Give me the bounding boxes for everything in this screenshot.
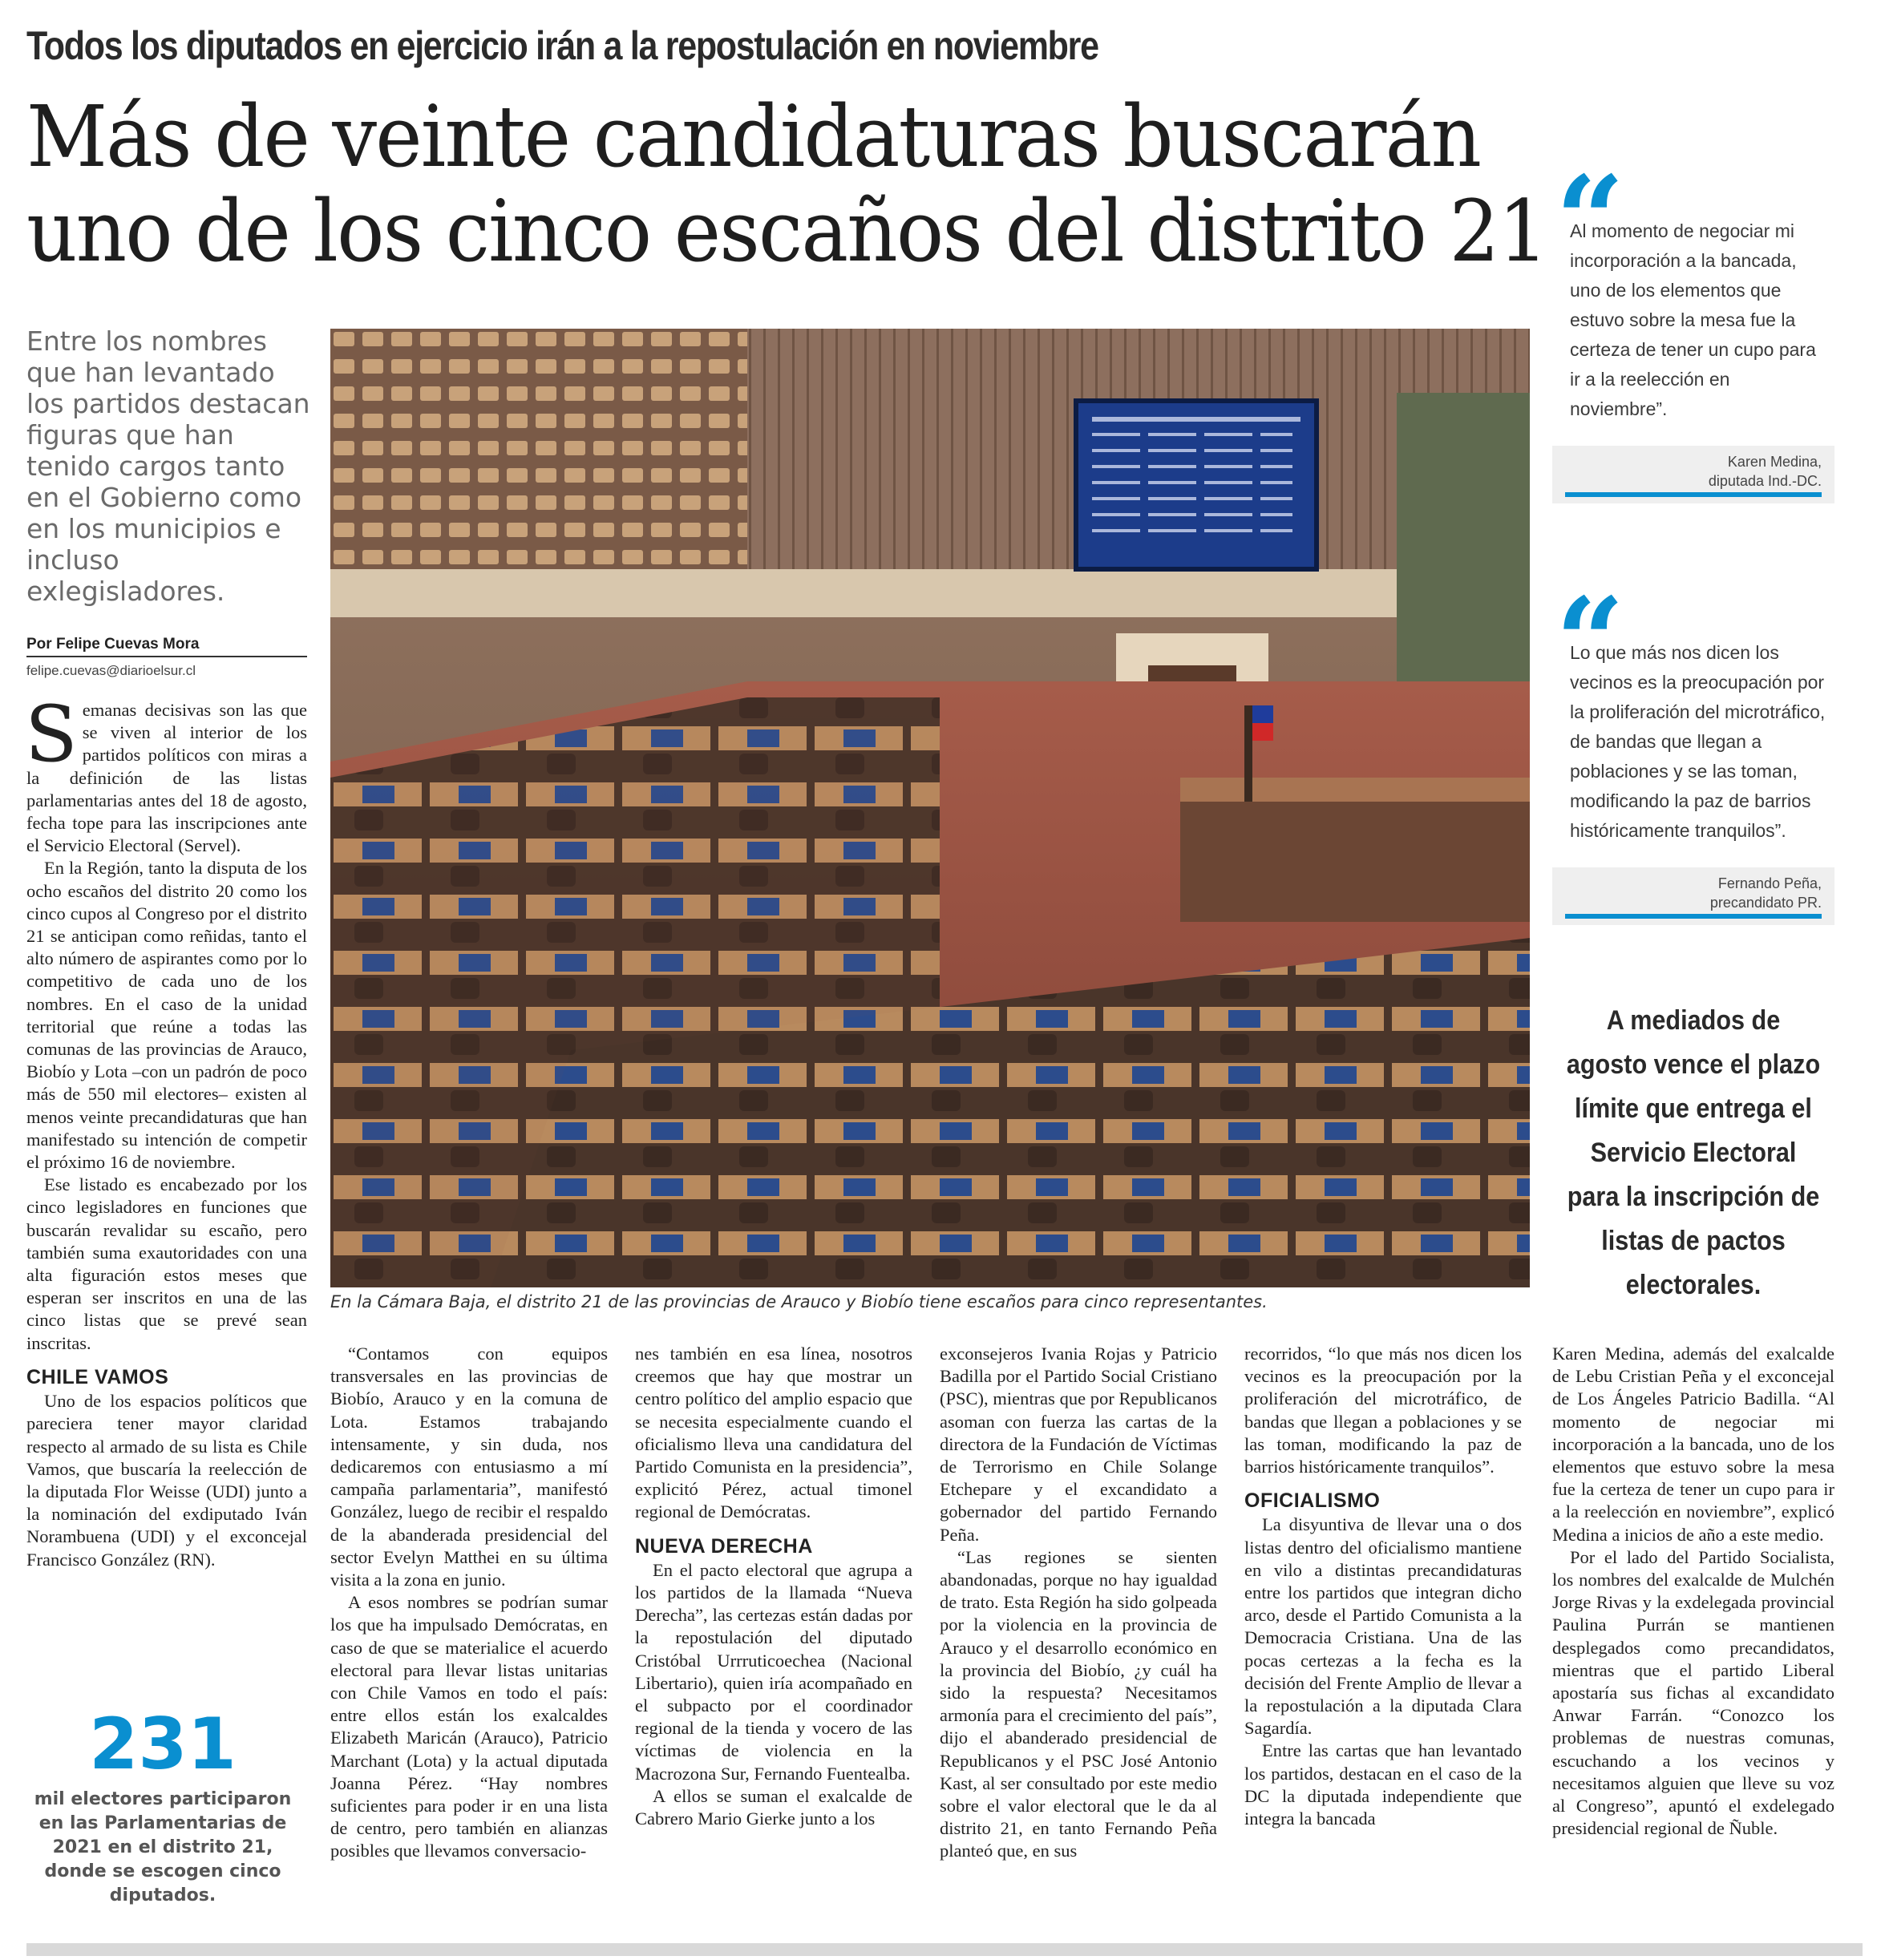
body-column-5: [1244, 1343, 1522, 1830]
section-heading: CHILE VAMOS: [26, 1365, 169, 1388]
drop-cap: S: [25, 689, 78, 779]
stat-number: 231: [89, 1703, 237, 1785]
kicker: Todos los diputados en ejercicio irán a la repostulación en noviembre: [26, 23, 1098, 68]
body-paragraph: En la Región, tanto la disputa de los ocho escaños del distrito 20 como los cinco cupos al Congreso por el distrito 21 se anticipan como reñidas, tanto el alto número de aspirantes como por lo competitivo de cada uno de los nombres. En el caso de la unidad territorial que reúne a todas las comunas de las provincias de Arauco, Biobío y Lota –con un padrón de poco más de 550 mil electores– existen al menos veinte precandidaturas que han manifestado su intención de competir el próximo 16 de noviembre.: [26, 858, 307, 1173]
body-paragraph: Semanas decisivas son las que se viven al interior de los partidos políticos con miras a la definición de las listas parlamentarias antes del 18 de agosto, fecha tope para las inscripciones ante el Servicio Electoral (Servel).: [25, 689, 307, 856]
quote-box-medina: [1552, 150, 1834, 519]
section-heading: OFICIALISMO: [1244, 1489, 1381, 1513]
body-paragraph: Entre las cartas que han levantado los partidos, destacan en el caso de la DC la diputada independiente que integra la bancada: [1244, 1740, 1522, 1829]
body-column-1: [25, 689, 307, 1571]
quote-mark-icon: “: [1555, 572, 1625, 713]
chamber-photo: [330, 329, 1530, 1287]
byline-email[interactable]: felipe.cuevas@diarioelsur.cl: [26, 663, 196, 678]
section-heading: NUEVA DERECHA: [635, 1534, 813, 1558]
body-paragraph: exconsejeros Ivania Rojas y Patricio Badilla por el Partido Social Cristiano (PSC), mientras que por Republicanos asoman con fuerza las cartas de la directora de la Fundación de Víctimas de Terrorismo en Chile Solange Etchepare y el excandidato a gobernador del partido Fernando Peña.: [940, 1344, 1217, 1545]
stat-description: mil electores participaron en las Parlamentarias de 2021 en el distrito 21, donde se escogen cinco diputados.: [34, 1789, 292, 1905]
headline-line-1: Más de veinte candidaturas buscarán: [26, 87, 1481, 186]
quote-accent-bar: [1565, 914, 1822, 919]
headline: [26, 87, 1547, 281]
body-paragraph: Karen Medina, además del exalcalde de Lebu Cristian Peña y el exconcejal de Los Ángeles Patricio Badilla. “Al momento de negociar mi incorporación a la bancada, uno de los elementos que estuvo sobre la mesa fue la certeza de tener un cupo para ir a la reelección en noviembre”, explicó Medina a inicios de año a este medio.: [1552, 1344, 1834, 1545]
body-paragraph: Por el lado del Partido Socialista, los nombres del exalcalde de Mulchén Jorge Rivas y la exdelegada provincial Paulina Purrán se mantienen desplegados como precandidatos, mientras que el partido Liberal apostaría sus fichas al excandidato Anwar Farrán. “Conozco los problemas de nuestras comunas, escuchando a los vecinos y necesitamos alguien que lleve su voz al Congreso”, apuntó el exdelegado presidencial regional de Ñuble.: [1552, 1546, 1834, 1839]
quote-author-box: [1552, 446, 1834, 503]
body-column-6: [1552, 1343, 1834, 1840]
body-column-3: [635, 1343, 912, 1830]
highlight-callout: A mediados de agosto vence el plazo límite que entrega el Servicio Electoral para la inscripción de listas de pactos electorales.: [1566, 1005, 1821, 1300]
body-column-4: [940, 1343, 1217, 1863]
headline-line-2: uno de los cinco escaños del distrito 21: [26, 182, 1547, 281]
body-paragraph: A esos nombres se podrían sumar los que ha impulsado Demócratas, en caso de que se materialice el acuerdo electoral para llevar listas unitarias con Chile Vamos en todo el país: entre ellos están los exalcaldes Elizabeth Maricán (Arauco), Patricio Marchant (Lota) y la actual diputada Joanna Pérez. “Hay nombres suficientes para poder ir en una lista de centro, pero también en alianzas posibles que llevamos conversacio-: [330, 1592, 608, 1861]
body-paragraph: Ese listado es encabezado por los cinco legisladores en funciones que buscarán revalidar su escaño, pero también suma exautoridades con una alta figuración estos meses que esperan ser inscritos en una de las cinco listas que se prevé sean inscritas.: [26, 1174, 307, 1353]
quote-box-pena: [1552, 572, 1834, 941]
quote-text: Al momento de negociar mi incorporación a la bancada, uno de los elementos que estuvo sobre la mesa fue la certeza de tener un cupo para ir a la reelección en noviembre”.: [1570, 220, 1816, 419]
body-paragraph: recorridos, “lo que más nos dicen los vecinos es la preocupación por la proliferación del microtráfico, de bandas que llegan a poblaciones y se las toman, modificando la paz de barrios históricamente tranquilos”.: [1244, 1344, 1522, 1477]
body-paragraph: Uno de los espacios políticos que pareciera tener mayor claridad respecto al armado de su lista es Chile Vamos, que buscaría la reelección de la diputada Flor Weisse (UDI) junto a la nominación del exdiputado Iván Norambuena (UDI) y el exconcejal Francisco González (RN).: [26, 1391, 307, 1570]
body-paragraph: “Contamos con equipos transversales en las provincias de Biobío, Arauco y en la comuna de Lota. Estamos trabajando intensamente, y sin duda, nos dedicaremos con entusiasmo a mí campaña parlamentaria”, manifestó González, luego de recibir el respaldo de la abanderada presidencial del sector Evelyn Matthei en su última visita a la zona en junio.: [330, 1344, 608, 1590]
quote-accent-bar: [1565, 492, 1822, 497]
quote-author-role: precandidato PR.: [1709, 895, 1822, 911]
body-paragraph: nes también en esa línea, nosotros creemos que hay que mostrar un centro político del amplio espacio que se necesita especialmente cuando el oficialismo lleva una candidatura del Partido Comunista en la presidencia”, explicitó Pérez, actual timonel regional de Demócratas.: [635, 1344, 912, 1522]
photo-caption: En la Cámara Baja, el distrito 21 de las provincias de Arauco y Biobío tiene escaños para cinco representantes.: [330, 1292, 1268, 1311]
lead-paragraph: Entre los nombres que han levantado los partidos destacan figuras que han tenido cargos tanto en el Gobierno como en los municipios e incluso exlegisladores.: [26, 325, 310, 607]
quote-author: Fernando Peña,: [1717, 875, 1822, 891]
byline-author: Por Felipe Cuevas Mora: [26, 636, 307, 657]
quote-mark-icon: “: [1555, 150, 1625, 291]
body-paragraph: La disyuntiva de llevar una o dos listas dentro del oficialismo mantiene en vilo a distintas precandidaturas entre los partidos que integran dicho arco, desde el Partido Comunista a la Democracia Cristiana. Una de las pocas certezas a la fecha es la decisión del Frente Amplio de llevar a la repostulación a la diputada Clara Sagardía.: [1244, 1514, 1522, 1739]
chamber-photo-illustration: [330, 329, 1530, 1287]
quote-author: Karen Medina,: [1727, 454, 1822, 470]
body-column-2: [330, 1343, 608, 1863]
quote-author-role: diputada Ind.-DC.: [1708, 473, 1822, 489]
quote-text: Lo que más nos dicen los vecinos es la preocupación por la proliferación del microtráfico, de bandas que llegan a poblaciones y se las toman, modificando la paz de barrios históricamente tranquilos”.: [1570, 642, 1826, 841]
body-paragraph: A ellos se suman el exalcalde de Cabrero Mario Gierke junto a los: [635, 1785, 912, 1829]
body-paragraph: En el pacto electoral que agrupa a los partidos de la llamada “Nueva Derecha”, las certezas están dadas por la repostulación del diputado Cristóbal Urrruticoechea (Nacional Libertario), quien iría acompañado en el subpacto por el coordinador regional de la tienda y vocero de las víctimas de violencia en la Macrozona Sur, Fernando Fuentealba.: [635, 1559, 912, 1784]
footer-bar: [26, 1943, 1863, 1956]
quote-author-box: [1552, 867, 1834, 925]
body-paragraph: “Las regiones se sienten abandonadas, porque no hay igualdad de trato. Esta Región ha sido golpeada por la violencia en la provincia de Arauco y el desarrollo económico en la provincia del Biobío, ¿y cuál ha sido la respuesta? Necesitamos armonía para el crecimiento del país”, dijo el abanderado presidencial de Republicanos y el PSC José Antonio Kast, al ser consultado por este medio sobre el valor electoral que le da al distrito 21, en tanto Fernando Peña planteó que, en sus: [940, 1546, 1217, 1861]
